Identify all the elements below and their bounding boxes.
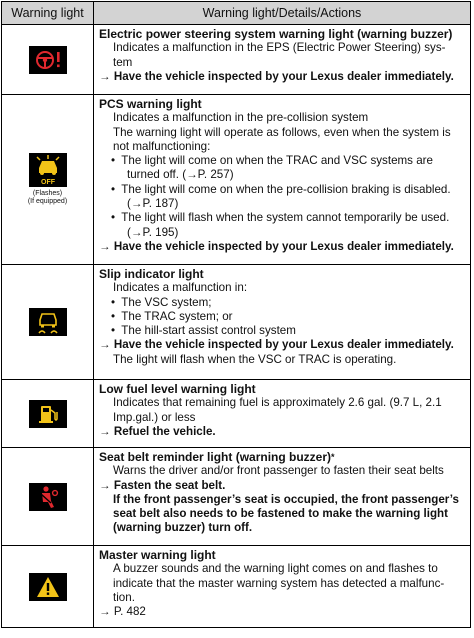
row-title: PCS warning light <box>99 97 202 111</box>
row-title <box>99 450 465 464</box>
action-line <box>99 425 465 439</box>
action-arrow: → <box>99 478 111 492</box>
header-details: Warning light/Details/Actions <box>94 2 471 25</box>
bullet-item: • The TRAC system; or <box>111 309 233 323</box>
row-title: Low fuel level warning light <box>99 382 256 396</box>
bullet-continuation: turned off. (→P. 257) <box>127 168 234 182</box>
icon-cell <box>2 95 94 265</box>
detail-line: indicate that the master warning system has detected a malfunc- <box>113 576 445 590</box>
table-header <box>2 2 471 25</box>
details-cell <box>94 95 471 265</box>
detail-line: Imp.gal.) or less <box>113 410 196 424</box>
detail-line: Indicates a malfunction in the pre-collision system <box>113 111 369 125</box>
seat-belt-icon <box>29 483 67 511</box>
row-title: Electric power steering system warning light (warning buzzer) <box>99 27 453 41</box>
bullet-continuation: (→P. 195) <box>127 225 179 239</box>
bullet-continuation: (→P. 187) <box>127 197 179 211</box>
bullet-text: The hill-start assist control system <box>121 324 296 338</box>
details-cell <box>94 25 471 95</box>
bullet-text: The light will come on when the pre-collision braking is disabled. <box>121 182 451 196</box>
icon-cell <box>2 448 94 546</box>
details-cell <box>94 265 471 380</box>
master-warning-icon <box>29 573 67 601</box>
table-row <box>2 546 471 628</box>
table-row <box>2 95 471 265</box>
detail-line: A buzzer sounds and the warning light comes on and flashes to <box>113 562 438 576</box>
if-equipped-note: (If equipped) <box>27 198 68 205</box>
icon-cell <box>2 265 94 380</box>
icon-cell <box>2 25 94 95</box>
action-line <box>99 240 465 254</box>
action-line <box>99 338 465 352</box>
bullet-text: The light will come on when the TRAC and VSC systems are <box>121 154 433 168</box>
bold-note-line: (warning buzzer) turn off. <box>113 521 253 535</box>
page-reference-line <box>99 605 465 619</box>
pcs-warning-icon <box>29 153 67 187</box>
bold-note-line: seat belt also needs to be fastened to make the warning light <box>113 507 449 521</box>
action-text: Have the vehicle inspected by your Lexus dealer immediately. <box>113 338 454 352</box>
detail-line: Indicates a malfunction in the EPS (Electric Power Steering) sys- <box>113 41 446 55</box>
bullet-item: • The VSC system; <box>111 295 212 309</box>
table-row <box>2 448 471 546</box>
eps-warning-icon <box>29 46 67 74</box>
action-text: Have the vehicle inspected by your Lexus dealer immediately. <box>113 239 454 253</box>
detail-line: tem <box>113 55 133 69</box>
detail-line: Warns the driver and/or front passenger to fasten their seat belts <box>113 464 444 478</box>
row-title: Master warning light <box>99 548 216 562</box>
action-arrow: → <box>99 424 111 438</box>
action-arrow: → <box>99 605 111 619</box>
table-row <box>2 265 471 380</box>
row-title-text: Seat belt reminder light (warning buzzer) <box>99 450 332 464</box>
bullet-item: • The light will come on when the TRAC and VSC systems are <box>111 154 433 168</box>
table-row <box>2 380 471 448</box>
bullet-text: The VSC system; <box>121 295 212 309</box>
bullet-text: The light will flash when the system cannot temporarily be used. <box>121 211 450 225</box>
header-warning-light: Warning light <box>2 2 94 25</box>
action-line <box>99 70 465 84</box>
bullet-item: • The light will flash when the system cannot temporarily be used. <box>111 211 450 225</box>
action-text: Refuel the vehicle. <box>113 424 216 438</box>
action-arrow: → <box>99 338 111 352</box>
detail-line: The warning light will operate as follows, even when the system is <box>113 125 451 139</box>
action-text: Have the vehicle inspected by your Lexus dealer immediately. <box>113 69 454 83</box>
footnote-asterisk: * <box>331 452 335 462</box>
action-line <box>99 479 465 493</box>
bold-note-line: If the front passenger’s seat is occupied, the front passenger’s <box>113 492 459 506</box>
pcs-icon-off-text: OFF <box>40 179 55 186</box>
detail-line: tion. <box>113 590 135 604</box>
row-title: Slip indicator light <box>99 267 204 281</box>
detail-line: not malfunctioning: <box>113 139 211 153</box>
table-row <box>2 25 471 95</box>
action-arrow: → <box>99 69 111 83</box>
warning-light-table-page <box>1 1 471 628</box>
bullet-item: • The hill-start assist control system <box>111 324 296 338</box>
bullet-item: • The light will come on when the pre-collision braking is disabled. <box>111 182 451 196</box>
detail-line: Indicates a malfunction in: <box>113 281 248 295</box>
details-cell <box>94 380 471 448</box>
action-arrow: → <box>99 239 111 253</box>
slip-indicator-icon <box>29 308 67 336</box>
icon-cell <box>2 380 94 448</box>
detail-line: Indicates that remaining fuel is approximately 2.6 gal. (9.7 L, 2.1 <box>113 396 442 410</box>
icon-cell <box>2 546 94 628</box>
details-cell <box>94 546 471 628</box>
bullet-text: The TRAC system; or <box>121 309 233 323</box>
action-text: Fasten the seat belt. <box>113 478 226 492</box>
detail-line: The light will flash when the VSC or TRAC is operating. <box>113 352 397 366</box>
details-cell <box>94 448 471 546</box>
page-reference-link[interactable]: P. 482 <box>113 605 146 619</box>
fuel-pump-icon <box>29 400 67 428</box>
flashes-note: (Flashes) <box>32 190 63 197</box>
warning-light-table <box>1 1 471 628</box>
